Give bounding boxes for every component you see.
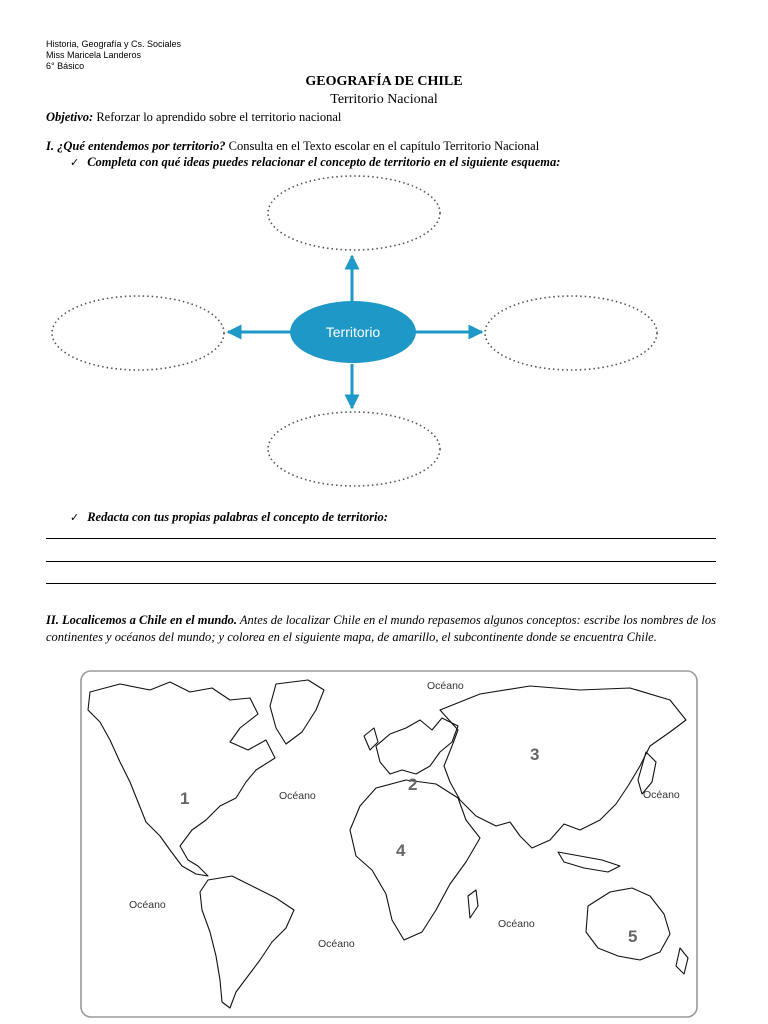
answer-line-3[interactable] xyxy=(46,583,716,584)
page-title: GEOGRAFÍA DE CHILE xyxy=(305,74,463,89)
ellipse-right[interactable] xyxy=(485,296,657,370)
continent-number-4: 4 xyxy=(396,841,406,860)
checkmark-icon: ✓ xyxy=(70,156,80,169)
ocean-label-indian: Océano xyxy=(498,918,535,930)
ocean-label-south-atlantic: Océano xyxy=(318,938,355,950)
ocean-label-pacific-west: Océano xyxy=(129,899,166,911)
world-map xyxy=(80,670,698,1018)
section1-instruction: Consulta en el Texto escolar en el capítulo Territorio Nacional xyxy=(228,139,540,153)
task1 xyxy=(70,155,560,170)
continent-number-3: 3 xyxy=(530,745,540,764)
ellipse-top[interactable] xyxy=(268,176,440,250)
section1-question: I. ¿Qué entendemos por territorio? xyxy=(46,139,226,153)
subject-line: Historia, Geografía y Cs. Sociales xyxy=(46,39,182,49)
task2 xyxy=(70,510,388,525)
ellipse-bottom[interactable] xyxy=(268,412,440,486)
section2-title: II. Localicemos a Chile en el mundo. xyxy=(46,613,237,627)
continent-number-2: 2 xyxy=(408,775,418,794)
ocean-label-pacific-east: Océano xyxy=(643,789,680,801)
ocean-label-north: Océano xyxy=(427,680,464,692)
task2-text: Redacta con tus propias palabras el concepto de territorio: xyxy=(87,510,388,524)
checkmark-icon: ✓ xyxy=(70,511,80,524)
map-frame xyxy=(81,671,697,1017)
task1-text: Completa con qué ideas puedes relacionar el concepto de territorio en el siguiente esquema: xyxy=(87,155,561,169)
continent-number-5: 5 xyxy=(628,927,638,946)
objective-text: Reforzar lo aprendido sobre el territorio nacional xyxy=(96,110,342,124)
ellipse-left[interactable] xyxy=(52,296,224,370)
objective-label: Objetivo: xyxy=(46,110,94,124)
center-label: Territorio xyxy=(325,324,381,340)
answer-line-2[interactable] xyxy=(46,561,716,562)
answer-line-1[interactable] xyxy=(46,538,716,539)
section2-paragraph xyxy=(46,612,726,645)
objective xyxy=(46,110,341,125)
section1-heading xyxy=(46,139,539,154)
grade-line: 6° Básico xyxy=(46,61,85,71)
concept-map xyxy=(0,170,768,500)
teacher-line: Miss Maricela Landeros xyxy=(46,50,142,60)
ocean-label-atlantic: Océano xyxy=(279,790,316,802)
continent-number-1: 1 xyxy=(180,789,190,808)
page-subtitle: Territorio Nacional xyxy=(330,92,438,107)
section2-text: Antes de localizar Chile en el mundo repasemos algunos conceptos: escribe los nombres de los continentes y océanos del mundo; y colorea en el siguiente mapa, de amarillo, el subcontinente donde se encuentra Chile. xyxy=(46,613,716,644)
